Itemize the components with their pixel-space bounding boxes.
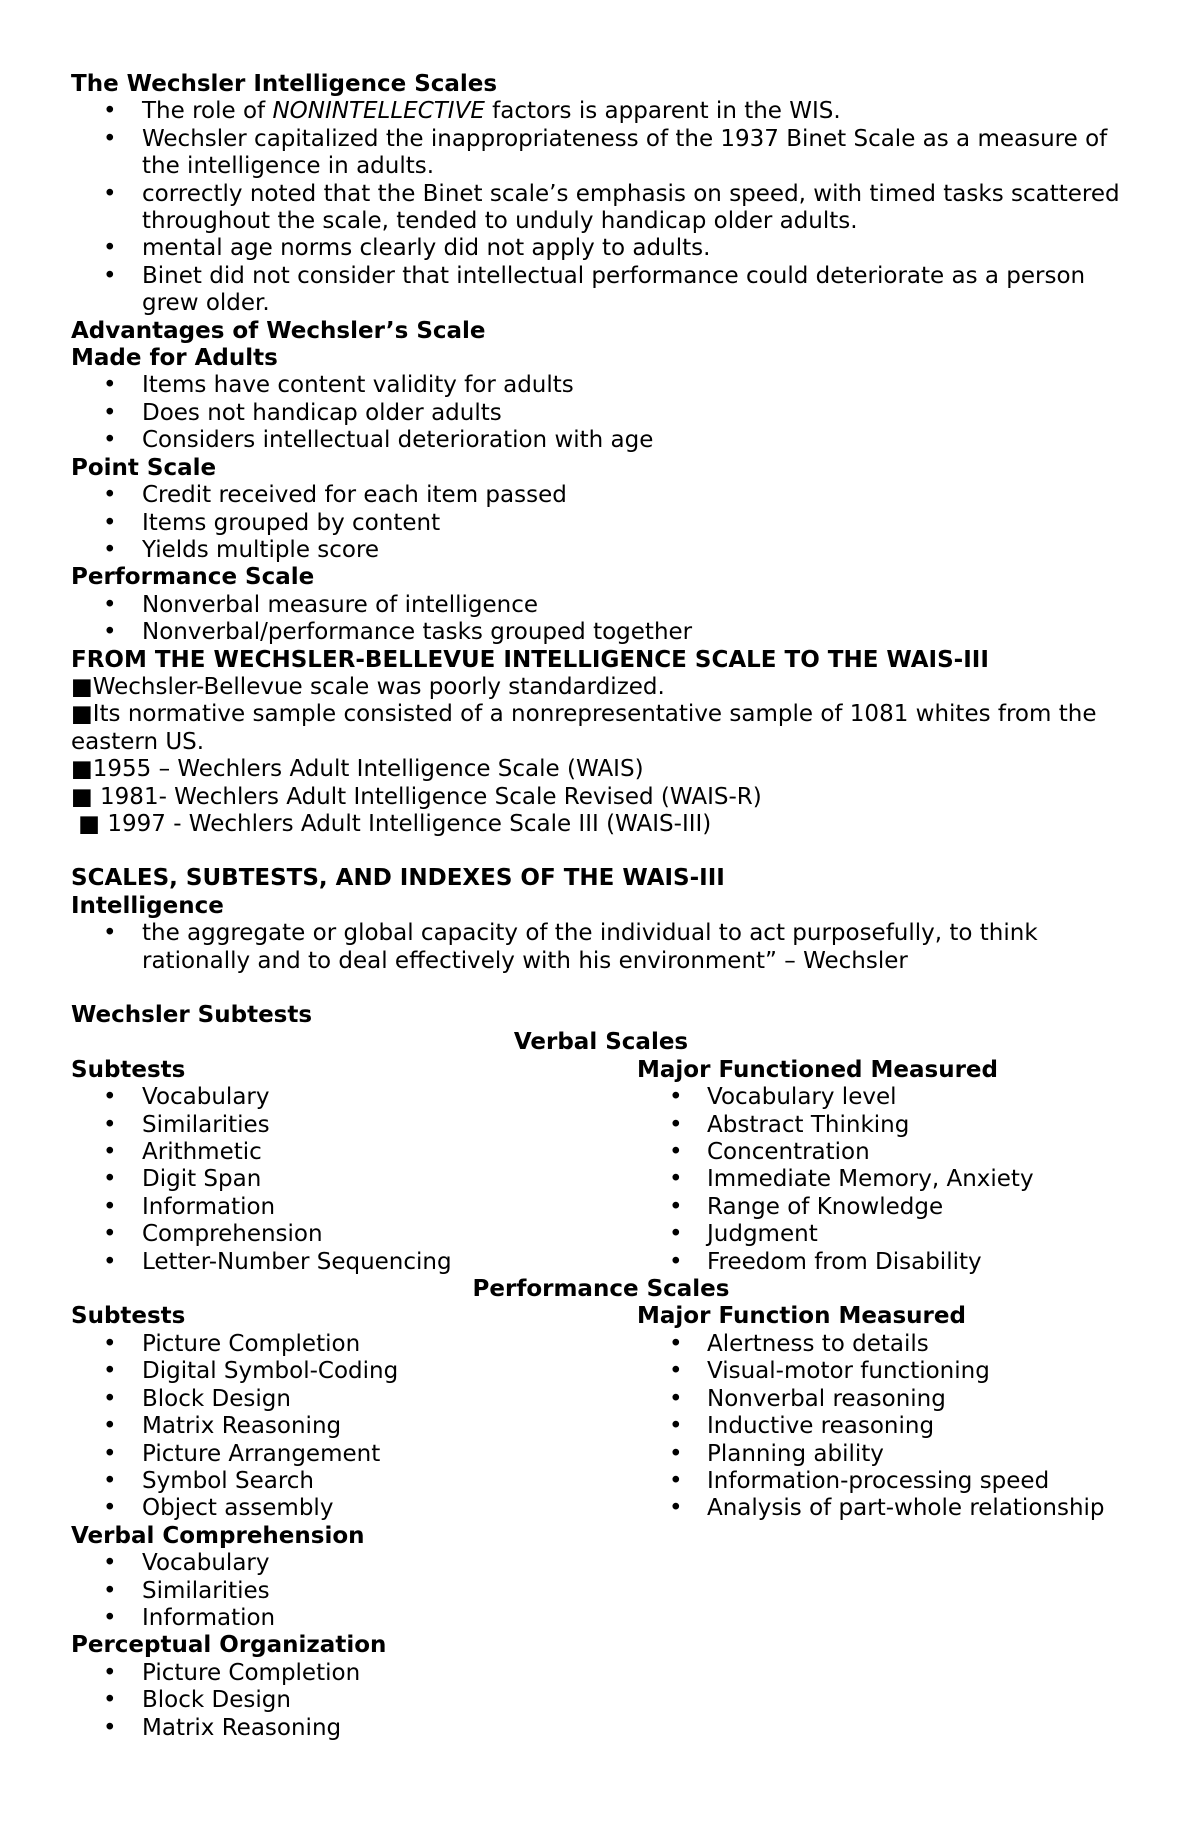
list-item: • Vocabulary — [71, 1084, 637, 1111]
spacer — [71, 838, 1131, 865]
emphasis-text: NONINTELLECTIVE — [272, 98, 485, 125]
list-item: • Vocabulary — [71, 1550, 1131, 1577]
list-item: • Picture Completion — [71, 1331, 637, 1358]
list-item: • Considers intellectual deterioration with age — [71, 427, 1131, 454]
verbal-scales-heading: Verbal Scales — [513, 1029, 689, 1056]
list-item: • Picture Completion — [71, 1660, 1131, 1687]
subtest-list — [71, 1331, 637, 1523]
column-heading: Major Function Measured — [637, 1303, 966, 1330]
performance-subtests-column — [71, 1303, 637, 1522]
advantages-list — [71, 482, 1131, 564]
section-title-scales: SCALES, SUBTESTS, AND INDEXES OF THE WAIS-III — [71, 865, 725, 892]
section-title-subtests: Wechsler Subtests — [71, 1002, 313, 1028]
history-line: ■ 1981- Wechlers Adult Intelligence Scale Revised (WAIS-R) — [71, 783, 762, 810]
advantages-list — [71, 592, 1131, 647]
history-line: ■Wechsler-Bellevue scale was poorly standardized. — [71, 673, 665, 700]
spacer — [71, 975, 1131, 1002]
list-item: • Binet did not consider that intellectual performance could deteriorate as a person grew older. — [71, 263, 1131, 318]
advantages-list — [71, 372, 1131, 454]
list-item: • Matrix Reasoning — [71, 1413, 637, 1440]
list-item: • Items have content validity for adults — [71, 372, 1131, 399]
list-item: • Items grouped by content — [71, 510, 1131, 537]
column-heading: Major Functioned Measured — [637, 1056, 998, 1083]
verbal-functions-column — [637, 1057, 1131, 1276]
list-item: • the aggregate or global capacity of the individual to act purposefully, to think rationally and to deal effectively with his environment” – Wechsler — [71, 920, 1131, 975]
intelligence-list — [71, 920, 1131, 975]
list-item: • Similarities — [71, 1112, 637, 1139]
list-item: • Digit Span — [71, 1166, 637, 1193]
list-item: • Object assembly — [71, 1495, 637, 1522]
list-item: • correctly noted that the Binet scale’s emphasis on speed, with timed tasks scattered throughout the scale, tended to unduly handicap older adults. — [71, 181, 1131, 236]
list-item: • Wechsler capitalized the inappropriateness of the 1937 Binet Scale as a measure of the intelligence in adults. — [71, 126, 1131, 181]
list-item: • Does not handicap older adults — [71, 400, 1131, 427]
verbal-subtests-column — [71, 1057, 637, 1276]
list-item: • Vocabulary level — [637, 1084, 1131, 1111]
list-item: • Symbol Search — [71, 1468, 637, 1495]
list-item: • Nonverbal reasoning — [637, 1386, 1131, 1413]
list-item: • Similarities — [71, 1578, 1131, 1605]
list-item: • Immediate Memory, Anxiety — [637, 1166, 1131, 1193]
list-item: • Matrix Reasoning — [71, 1715, 1131, 1742]
list-item: • Credit received for each item passed — [71, 482, 1131, 509]
list-item: • Concentration — [637, 1139, 1131, 1166]
list-item: • Comprehension — [71, 1221, 637, 1248]
function-list — [637, 1084, 1131, 1276]
list-item: • Digital Symbol-Coding — [71, 1358, 637, 1385]
intro-list — [71, 98, 1131, 317]
list-item: • Inductive reasoning — [637, 1413, 1131, 1440]
list-item: • mental age norms clearly did not apply to adults. — [71, 235, 1131, 262]
subheading: Made for Adults — [71, 345, 278, 372]
list-item: • Planning ability — [637, 1441, 1131, 1468]
subheading: Point Scale — [71, 454, 217, 481]
history-line: ■1955 – Wechlers Adult Intelligence Scale (WAIS) — [71, 756, 644, 783]
list-item: • Visual-motor functioning — [637, 1358, 1131, 1385]
subheading: Perceptual Organization — [71, 1632, 387, 1659]
performance-functions-column — [637, 1303, 1131, 1522]
function-list — [637, 1331, 1131, 1523]
text-fragment: factors is apparent in the WIS. — [484, 98, 841, 125]
document-page — [71, 71, 1131, 1742]
list-item: • Nonverbal measure of intelligence — [71, 592, 1131, 619]
section-title-wechsler-scales: The Wechsler Intelligence Scales — [71, 71, 498, 97]
list-item: • Arithmetic — [71, 1139, 637, 1166]
list-item: • Alertness to details — [637, 1331, 1131, 1358]
list-item: • Information — [71, 1605, 1131, 1632]
history-line: ■Its normative sample consisted of a nonrepresentative sample of 1081 whites from the eastern US. — [71, 701, 1097, 755]
section-title-history: FROM THE WECHSLER-BELLEVUE INTELLIGENCE SCALE TO THE WAIS-III — [71, 646, 989, 673]
list-item: • Information — [71, 1194, 637, 1221]
index-list — [71, 1550, 1131, 1632]
list-item: • Analysis of part-whole relationship — [637, 1495, 1131, 1522]
subtest-list — [71, 1084, 637, 1276]
list-item: • Freedom from Disability — [637, 1249, 1131, 1276]
list-item: • Block Design — [71, 1386, 637, 1413]
history-line: ■ 1997 - Wechlers Adult Intelligence Scale III (WAIS-III) — [71, 810, 712, 837]
column-heading: Subtests — [71, 1303, 186, 1330]
subheading: Verbal Comprehension — [71, 1522, 365, 1549]
section-title-advantages: Advantages of Wechsler’s Scale — [71, 317, 486, 344]
list-item: • Information-processing speed — [637, 1468, 1131, 1495]
list-item — [71, 98, 1131, 125]
list-item: • Abstract Thinking — [637, 1112, 1131, 1139]
list-item: • Letter-Number Sequencing — [71, 1249, 637, 1276]
column-heading: Subtests — [71, 1056, 186, 1083]
list-item: • Picture Arrangement — [71, 1441, 637, 1468]
performance-scales-heading: Performance Scales — [472, 1276, 730, 1303]
index-list — [71, 1660, 1131, 1742]
list-item: • Yields multiple score — [71, 537, 1131, 564]
subheading: Intelligence — [71, 892, 224, 919]
list-item: • Block Design — [71, 1687, 1131, 1714]
performance-table — [71, 1303, 1131, 1522]
text-fragment: The role of — [142, 98, 273, 125]
subheading: Performance Scale — [71, 564, 315, 591]
list-item: • Judgment — [637, 1221, 1131, 1248]
verbal-table — [71, 1057, 1131, 1276]
list-item: • Nonverbal/performance tasks grouped together — [71, 619, 1131, 646]
list-item: • Range of Knowledge — [637, 1194, 1131, 1221]
